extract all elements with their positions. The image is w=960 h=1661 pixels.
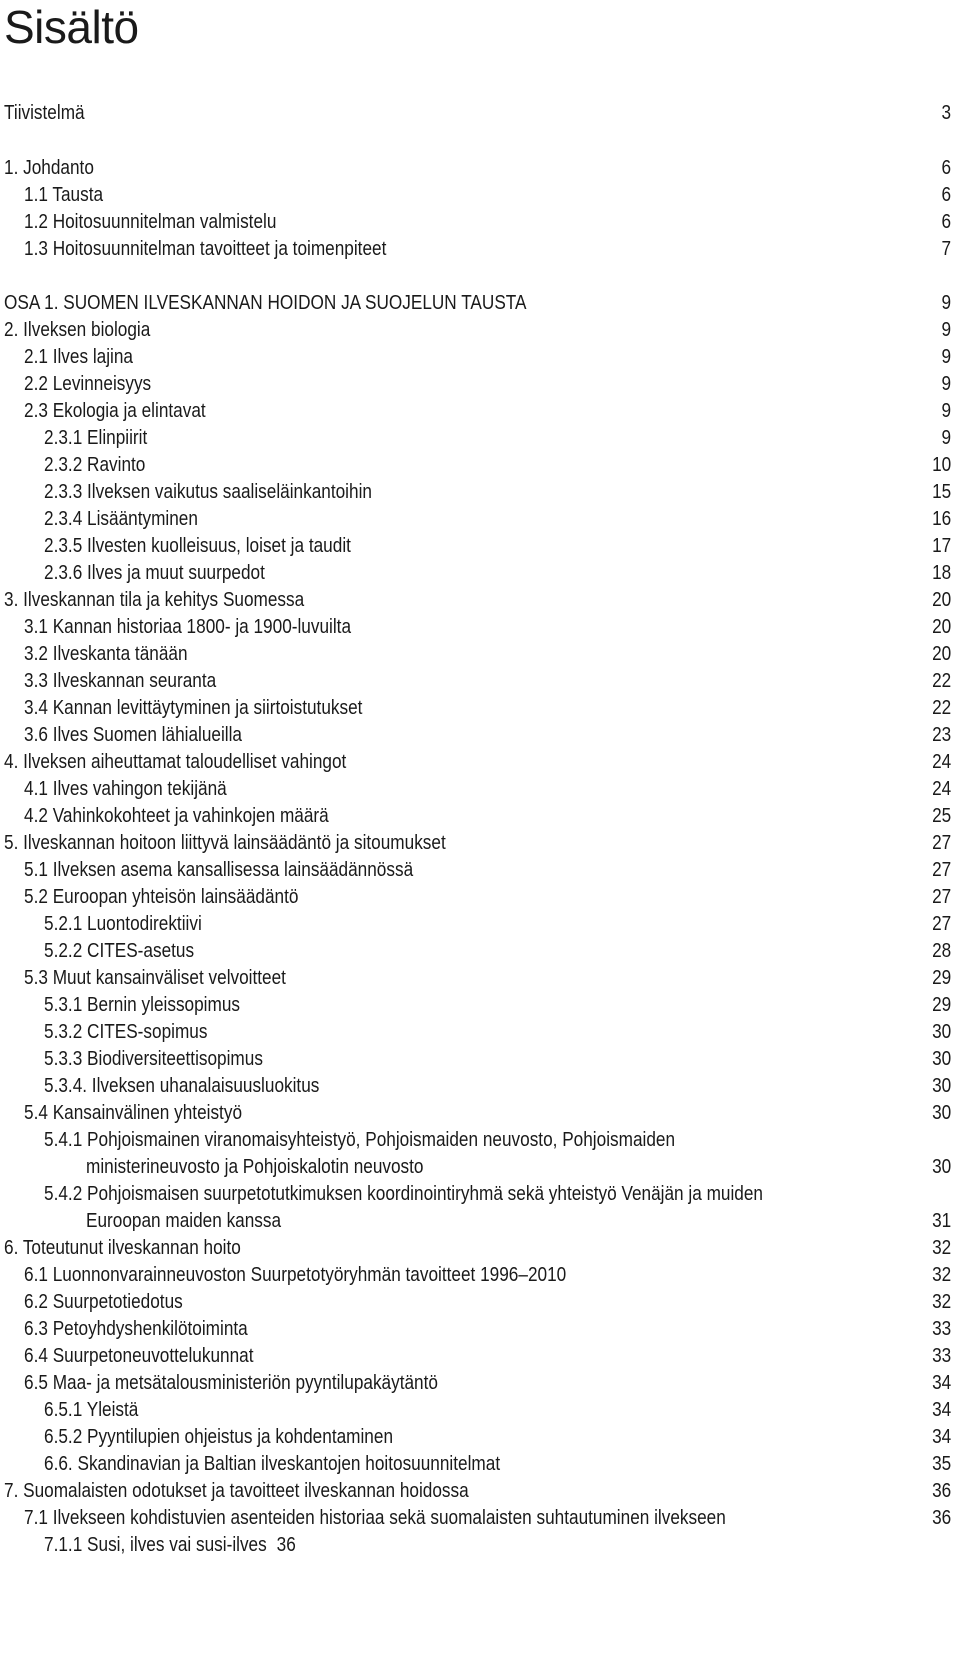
toc-entry-page: 30 bbox=[931, 1021, 951, 1043]
toc-entry-title: 6.5.1 Yleistä bbox=[44, 1399, 139, 1421]
toc-entry-page: 33 bbox=[931, 1345, 951, 1367]
toc-entry-page: 34 bbox=[931, 1426, 951, 1448]
toc-entry-title: 3. Ilveskannan tila ja kehitys Suomessa bbox=[4, 589, 305, 611]
toc-entry-title: 5.3.1 Bernin yleissopimus bbox=[44, 994, 240, 1016]
toc-entry-title: 2. Ilveksen biologia bbox=[4, 319, 151, 341]
toc-entry-title: 5.2.2 CITES-asetus bbox=[44, 940, 195, 962]
toc-entry-title: 7.1 Ilvekseen kohdistuvien asenteiden historiaa sekä suomalaisten suhtautuminen ilvekseen bbox=[24, 1507, 726, 1529]
toc-entry-page: 16 bbox=[931, 508, 951, 530]
toc-entry-page: 36 bbox=[931, 1507, 951, 1529]
toc-entry-page: 15 bbox=[931, 481, 951, 503]
toc-entry-title: 6.1 Luonnonvarainneuvoston Suurpetotyöryhmän tavoitteet 1996–2010 bbox=[24, 1264, 567, 1286]
toc-entry-page: 9 bbox=[941, 346, 951, 368]
toc-entry-title: 1.3 Hoitosuunnitelman tavoitteet ja toimenpiteet bbox=[24, 238, 387, 260]
toc-entry-page: 23 bbox=[931, 724, 951, 746]
toc-entry-title: 3.3 Ilveskannan seuranta bbox=[24, 670, 217, 692]
toc-entry-page: 29 bbox=[931, 994, 951, 1016]
toc-entry-title: 6.4 Suurpetoneuvottelukunnat bbox=[24, 1345, 254, 1367]
toc-entry-page: 24 bbox=[931, 778, 951, 800]
toc-entry-title: 6.2 Suurpetotiedotus bbox=[24, 1291, 183, 1313]
toc-entry-title: 2.1 Ilves lajina bbox=[24, 346, 134, 368]
toc-entry-page: 30 bbox=[931, 1075, 951, 1097]
toc-entry-page: 22 bbox=[931, 697, 951, 719]
toc-entry-title: 2.2 Levinneisyys bbox=[24, 373, 152, 395]
toc-entry-page: 29 bbox=[931, 967, 951, 989]
toc-entry-page: 28 bbox=[931, 940, 951, 962]
toc-entry-title: 5.4 Kansainvälinen yhteistyö bbox=[24, 1102, 243, 1124]
toc-entry-page: 9 bbox=[941, 427, 951, 449]
toc-entry-title: 2.3.4 Lisääntyminen bbox=[44, 508, 198, 530]
toc-entry-page: 35 bbox=[931, 1453, 951, 1475]
toc-entry-title: 7. Suomalaisten odotukset ja tavoitteet ilveskannan hoidossa bbox=[4, 1480, 469, 1502]
toc-entry-title: 1.1 Tausta bbox=[24, 184, 104, 206]
toc-entry-page: 3 bbox=[941, 102, 951, 124]
toc-entry-title: 4. Ilveksen aiheuttamat taloudelliset vahingot bbox=[4, 751, 347, 773]
toc-entry-page: 9 bbox=[941, 292, 951, 314]
toc-entry-title: 3.2 Ilveskanta tänään bbox=[24, 643, 188, 665]
toc-entry-page: 34 bbox=[931, 1399, 951, 1421]
toc-entry-title: 3.6 Ilves Suomen lähialueilla bbox=[24, 724, 243, 746]
toc-entry-page: 36 bbox=[931, 1480, 951, 1502]
toc-entry-page: 32 bbox=[931, 1291, 951, 1313]
toc-entry-page: 7 bbox=[941, 238, 951, 260]
toc-entry-page: 9 bbox=[941, 319, 951, 341]
toc-entry-title: 2.3.2 Ravinto bbox=[44, 454, 146, 476]
toc-entry-title: 2.3.1 Elinpiirit bbox=[44, 427, 148, 449]
toc-entry-page: 33 bbox=[931, 1318, 951, 1340]
toc-entry-title: 5.2.1 Luontodirektiivi bbox=[44, 913, 202, 935]
toc-entry-title: 2.3.6 Ilves ja muut suurpedot bbox=[44, 562, 265, 584]
toc-entry-page: 6 bbox=[941, 184, 951, 206]
toc-entry-title: 5.3.3 Biodiversiteettisopimus bbox=[44, 1048, 263, 1070]
toc-entry-page: 9 bbox=[941, 400, 951, 422]
toc-entry-title: 1. Johdanto bbox=[4, 157, 94, 179]
toc-entry-page: 25 bbox=[931, 805, 951, 827]
toc-entry-page: 27 bbox=[931, 913, 951, 935]
toc-entry-page: 27 bbox=[931, 832, 951, 854]
toc-entry-page: 20 bbox=[931, 643, 951, 665]
toc-entry-page: 27 bbox=[931, 886, 951, 908]
toc-entry-title: 2.3.3 Ilveksen vaikutus saaliseläinkantoihin bbox=[44, 481, 372, 503]
toc-entry-title: 6.3 Petoyhdyshenkilötoiminta bbox=[24, 1318, 248, 1340]
toc-entry-title: 6.5.2 Pyyntilupien ohjeistus ja kohdentaminen bbox=[44, 1426, 394, 1448]
toc-entry-page: 32 bbox=[931, 1237, 951, 1259]
toc-entry-page: 34 bbox=[931, 1372, 951, 1394]
toc-entry-title: 2.3.5 Ilvesten kuolleisuus, loiset ja taudit bbox=[44, 535, 351, 557]
toc-entry-title: 6.6. Skandinavian ja Baltian ilveskantojen hoitosuunnitelmat bbox=[44, 1453, 501, 1475]
toc-entry-title: 4.1 Ilves vahingon tekijänä bbox=[24, 778, 227, 800]
toc-entry-page: 6 bbox=[941, 157, 951, 179]
toc-entry-title: 4.2 Vahinkokohteet ja vahinkojen määrä bbox=[24, 805, 329, 827]
page-title: Sisältö bbox=[4, 1, 139, 53]
toc-entry-title: 5.4.1 Pohjoismainen viranomaisyhteistyö, Pohjoismaiden neuvosto, Pohjoismaiden bbox=[44, 1129, 676, 1151]
toc-entry-title-continuation: ministerineuvosto ja Pohjoiskalotin neuvosto bbox=[86, 1156, 424, 1178]
toc-entry-page: 10 bbox=[931, 454, 951, 476]
toc-entry-title: 3.1 Kannan historiaa 1800- ja 1900-luvuilta bbox=[24, 616, 352, 638]
toc-entry-page: 30 bbox=[931, 1048, 951, 1070]
toc-entry-title: 6.5 Maa- ja metsätalousministeriön pyyntilupakäytäntö bbox=[24, 1372, 438, 1394]
toc-entry-title-continuation: Euroopan maiden kanssa bbox=[86, 1210, 282, 1232]
toc-entry-page: 18 bbox=[931, 562, 951, 584]
toc-entry-page: 32 bbox=[931, 1264, 951, 1286]
toc-entry-page: 22 bbox=[931, 670, 951, 692]
toc-entry-title: 5.3.2 CITES-sopimus bbox=[44, 1021, 208, 1043]
toc-entry-title: 3.4 Kannan levittäytyminen ja siirtoistutukset bbox=[24, 697, 363, 719]
toc-entry-title: 6. Toteutunut ilveskannan hoito bbox=[4, 1237, 241, 1259]
toc-entry-page: 20 bbox=[931, 616, 951, 638]
toc-entry-title: 5.4.2 Pohjoismaisen suurpetotutkimuksen koordinointiryhmä sekä yhteistyö Venäjän ja muiden bbox=[44, 1183, 763, 1205]
toc-entry-title: 2.3 Ekologia ja elintavat bbox=[24, 400, 206, 422]
toc-entry-title: 1.2 Hoitosuunnitelman valmistelu bbox=[24, 211, 277, 233]
toc-entry-page: 24 bbox=[931, 751, 951, 773]
toc-entry-title: 5.3 Muut kansainväliset velvoitteet bbox=[24, 967, 286, 989]
toc-entry-page: 30 bbox=[931, 1156, 951, 1178]
toc-entry-title: 5. Ilveskannan hoitoon liittyvä lainsäädäntö ja sitoumukset bbox=[4, 832, 446, 854]
toc-entry-title: 5.3.4. Ilveksen uhanalaisuusluokitus bbox=[44, 1075, 320, 1097]
toc-entry-page: 9 bbox=[941, 373, 951, 395]
toc-entry-title: OSA 1. SUOMEN ILVESKANNAN HOIDON JA SUOJELUN TAUSTA bbox=[4, 292, 527, 314]
toc-entry-title: 5.1 Ilveksen asema kansallisessa lainsäädännössä bbox=[24, 859, 414, 881]
toc-entry-page: 36 bbox=[276, 1534, 296, 1556]
toc-entry-title: Tiivistelmä bbox=[4, 102, 85, 124]
toc-entry-page: 31 bbox=[931, 1210, 951, 1232]
toc-entry-page: 30 bbox=[931, 1102, 951, 1124]
toc-entry-page: 27 bbox=[931, 859, 951, 881]
toc-entry-page: 20 bbox=[931, 589, 951, 611]
toc-entry-page: 6 bbox=[941, 211, 951, 233]
toc-entry-page: 17 bbox=[931, 535, 951, 557]
toc-entry-title: 5.2 Euroopan yhteisön lainsäädäntö bbox=[24, 886, 299, 908]
toc-entry-title: 7.1.1 Susi, ilves vai susi-ilves 36 bbox=[44, 1534, 296, 1556]
